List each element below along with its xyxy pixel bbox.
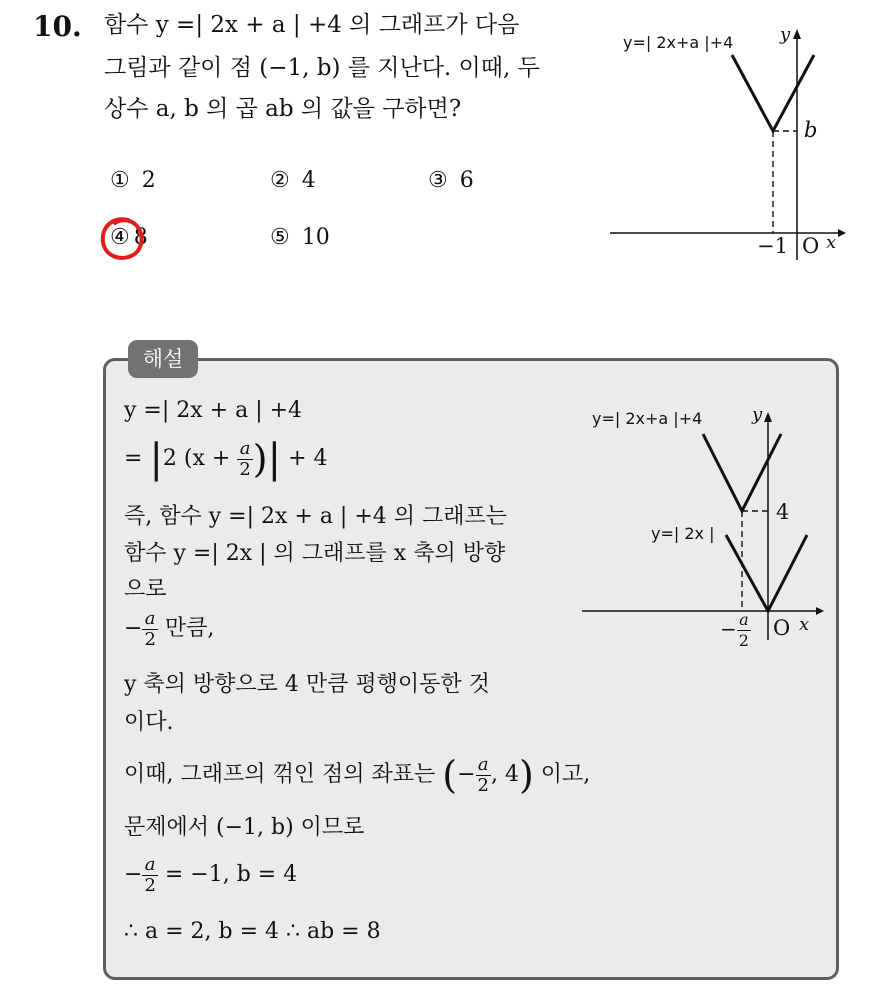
choice-mark: ①	[110, 168, 130, 193]
solution-line-5: 으로	[124, 577, 167, 602]
question-line-3: 상수 a, b 의 곱 ab 의 값을 구하면?	[104, 96, 462, 122]
solution-line-6: − $\frac{a}{2}$ 만큼,	[124, 607, 215, 650]
solution-line-11: − $\frac{a}{2}$ = −1, b = 4	[124, 853, 298, 896]
solution-line-8: 이다.	[124, 710, 174, 735]
solution-graph-func-label-bottom: y=| 2x |	[651, 524, 715, 543]
choice-value: 4	[301, 168, 316, 193]
fraction: $\frac{a}{2}$	[477, 753, 489, 796]
choice-value: 10	[301, 225, 330, 250]
solution-graph-func-label-top: y=| 2x+a |+4	[592, 409, 703, 428]
choice-value: 6	[459, 168, 474, 193]
choice-5[interactable]	[270, 225, 330, 250]
choice-mark: ⑤	[270, 225, 290, 250]
solution-graph-origin-label: O	[773, 616, 791, 640]
solution-graph-x-point-label: − $\frac{a}{2}$	[720, 610, 749, 650]
solution-graph-y-axis-label: y	[752, 404, 763, 425]
solution-graph-x-axis-label: x	[799, 614, 810, 635]
choice-mark: ③	[428, 168, 448, 193]
choice-3[interactable]	[428, 168, 474, 193]
question-line-2: 그림과 같이 점 (−1, b) 를 지난다. 이때, 두	[104, 55, 540, 81]
eq-prefix: =	[124, 446, 150, 471]
solution-line-4: 함수 y =| 2x | 의 그래프를 x 축의 방향	[124, 541, 506, 566]
question-graph	[600, 15, 880, 265]
choice-mark: ④	[110, 225, 130, 250]
question-line-1: 함수 y =| 2x + a | +4 의 그래프가 다음	[104, 12, 520, 38]
eq-suffix: + 4	[281, 446, 328, 471]
solution-line-10: 문제에서 (−1, b) 이므로	[124, 815, 365, 840]
fraction: $\frac{a}{2}$	[144, 607, 156, 650]
question-graph-y-point-label: b	[804, 118, 818, 142]
solution-line-12: ∴ a = 2, b = 4 ∴ ab = 8	[124, 919, 381, 944]
choice-1[interactable]	[110, 168, 156, 193]
fraction: $\frac{a}{2}$	[239, 437, 251, 480]
solution-line-2: = |2 (x + $\frac{a}{2}$ )| + 4	[124, 436, 328, 482]
question-graph-func-label: y=| 2x+a |+4	[623, 33, 734, 52]
choice-value: 8	[133, 225, 148, 250]
solution-line-3: 즉, 함수 y =| 2x + a | +4 의 그래프는	[124, 504, 508, 529]
choice-value: 2	[141, 168, 156, 193]
solution-line-1: y =| 2x + a | +4	[124, 398, 303, 423]
choice-mark: ②	[270, 168, 290, 193]
question-graph-y-axis-label: y	[780, 24, 791, 45]
question-number: 10.	[33, 10, 82, 43]
solution-tab: 해설	[128, 340, 198, 378]
solution-line-9: 이때, 그래프의 꺾인 점의 좌표는 (− $\frac{a}{2}$ , 4) 이고,	[124, 753, 591, 797]
solution-graph-y-point-label: 4	[776, 500, 790, 524]
eq-inner: 2 (x +	[162, 446, 238, 471]
question-graph-origin-label: O	[802, 234, 820, 258]
fraction: $\frac{a}{2}$	[144, 853, 156, 896]
question-graph-x-point-label: −1	[757, 234, 788, 258]
solution-line-7: y 축의 방향으로 4 만큼 평행이동한 것	[124, 672, 490, 697]
choice-2[interactable]	[270, 168, 316, 193]
question-graph-x-axis-label: x	[826, 232, 837, 253]
selected-answer-circle	[98, 214, 150, 264]
